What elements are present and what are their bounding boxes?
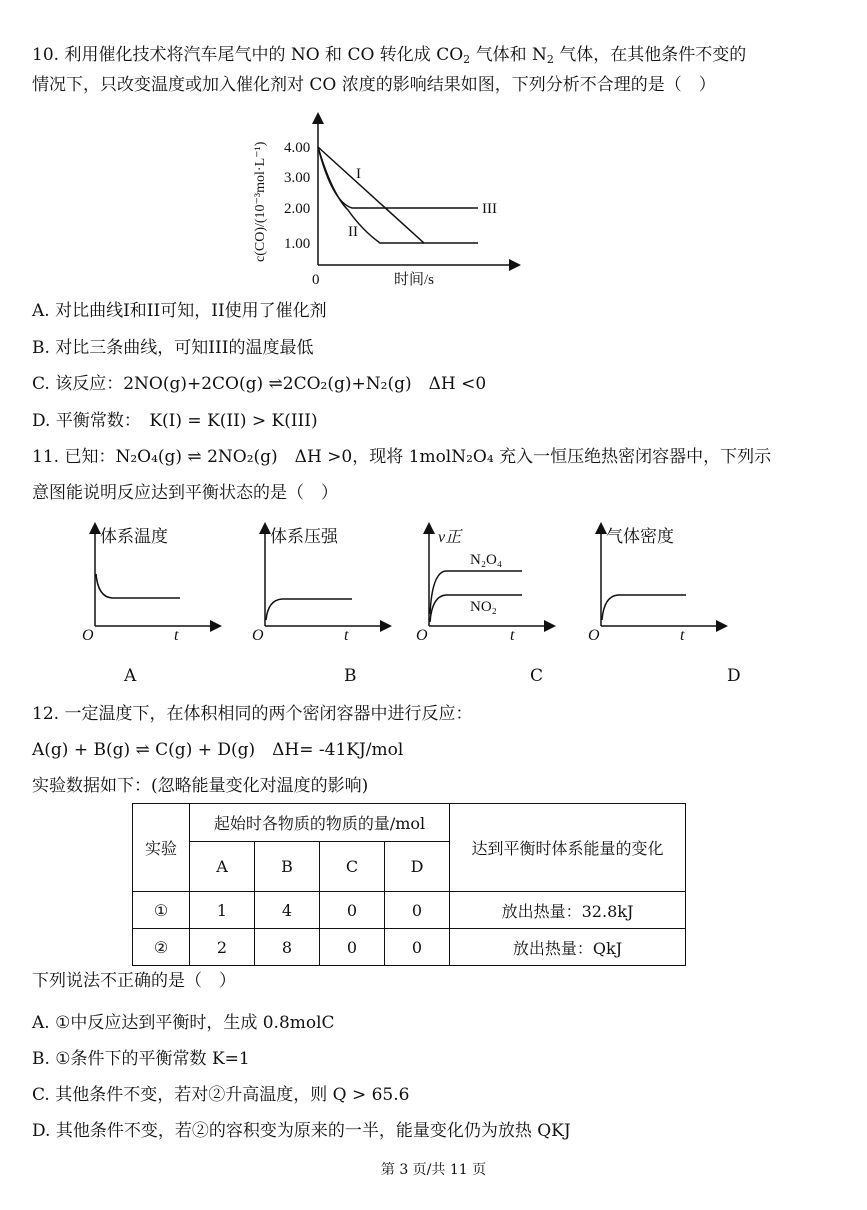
q10-label-I: I: [356, 166, 361, 182]
table-cell: 8: [255, 929, 320, 966]
q11-b-curve: [266, 599, 352, 620]
table-cell: 4: [255, 892, 320, 929]
q11-d-curve: [602, 595, 686, 620]
q11-option-c-letter: C: [530, 666, 544, 686]
q11-a-curve: [96, 574, 180, 598]
q11-c-origin: O: [416, 627, 428, 642]
q11-c-xlabel: t: [510, 627, 515, 642]
q11-option-b-letter: B: [344, 666, 357, 686]
q10-origin: 0: [312, 272, 320, 288]
q10-ytick: 1.00: [284, 236, 311, 252]
table-cell: ②: [133, 929, 190, 966]
table-header-species: B: [255, 842, 320, 892]
table-cell: 1: [190, 892, 255, 929]
table-cell: 放出热量：32.8kJ: [450, 892, 686, 929]
table-cell: 0: [385, 892, 450, 929]
q11-c-series-n2o4: N₂O₄: [470, 552, 503, 568]
q11-b-xlabel: t: [344, 627, 349, 642]
table-header-initial: 起始时各物质的物质的量/mol: [190, 804, 450, 842]
table-row: [133, 892, 686, 929]
q10-y-axis-label: c(CO)/(10⁻³mol·L⁻¹): [253, 141, 268, 262]
q11-d-ylabel: 气体密度: [606, 527, 674, 546]
q12-stem: 12. 一定温度下，在体积相同的两个密闭容器中进行反应：: [32, 704, 473, 724]
q11-option-a-letter: A: [124, 666, 137, 686]
q12-option-a: A. ①中反应达到平衡时，生成 0.8molC: [32, 1013, 335, 1033]
q12-option-c: C. 其他条件不变，若对②升高温度，则 Q > 65.6: [32, 1085, 410, 1105]
q10-option-a: A. 对比曲线I和II可知，II使用了催化剂: [32, 301, 327, 321]
q10-co-concentration-graph: [240, 112, 540, 292]
q10-ytick: 3.00: [284, 170, 311, 186]
table-row: [133, 929, 686, 966]
table-header-species: A: [190, 842, 255, 892]
q11-stem-line2: 意图能说明反应达到平衡状态的是（ ）: [32, 483, 338, 503]
table-cell: ①: [133, 892, 190, 929]
q11-d-xlabel: t: [680, 627, 685, 642]
q11-graph-d: [584, 522, 734, 642]
table-header-experiment: 实验: [133, 804, 190, 892]
q12-question: 下列说法不正确的是（ ）: [32, 971, 236, 991]
table-cell: 0: [385, 929, 450, 966]
q10-option-c: C. 该反应：2NO(g)+2CO(g) ⇌2CO₂(g)+N₂(g) ΔH <0: [32, 374, 487, 394]
q11-b-origin: O: [252, 627, 264, 642]
q11-graph-a: [78, 522, 228, 642]
q10-curve-III: [318, 147, 478, 208]
table-header-energy: 达到平衡时体系能量的变化: [450, 804, 686, 892]
q10-label-III: III: [482, 201, 497, 217]
table-cell: 放出热量：QkJ: [450, 929, 686, 966]
page-footer: 第 3 页/共 11 页: [380, 1162, 487, 1178]
q11-graph-b: [248, 522, 398, 642]
table-cell: 0: [320, 892, 385, 929]
q10-stem-line2: 情况下，只改变温度或加入催化剂对 CO 浓度的影响结果如图，下列分析不合理的是（ ）: [32, 75, 716, 95]
table-cell: 2: [190, 929, 255, 966]
q11-graph-c: [412, 522, 562, 642]
q12-data-intro: 实验数据如下：(忽略能量变化对温度的影响): [32, 776, 369, 796]
q10-label-II: II: [348, 224, 358, 240]
q11-b-ylabel: 体系压强: [270, 527, 338, 546]
q10-curve-I: [318, 147, 478, 243]
table-cell: 0: [320, 929, 385, 966]
q10-option-d: D. 平衡常数： K(I) = K(II) > K(III): [32, 411, 318, 431]
table-header-species: D: [385, 842, 450, 892]
q11-a-xlabel: t: [174, 627, 179, 642]
q11-a-ylabel: 体系温度: [100, 527, 168, 546]
q11-c-ylabel: v正: [438, 529, 462, 546]
q10-ytick: 2.00: [284, 201, 311, 217]
q10-ytick: 4.00: [284, 140, 311, 156]
q10-option-b: B. 对比三条曲线，可知III的温度最低: [32, 338, 314, 358]
q11-d-origin: O: [588, 627, 600, 642]
q10-x-axis-label: 时间/s: [394, 272, 435, 288]
q11-a-origin: O: [82, 627, 94, 642]
q12-data-table: [132, 803, 686, 966]
q12-option-d: D. 其他条件不变，若②的容积变为原来的一半，能量变化仍为放热 QKJ: [32, 1121, 571, 1141]
q11-option-d-letter: D: [727, 666, 741, 686]
table-header-species: C: [320, 842, 385, 892]
q12-option-b: B. ①条件下的平衡常数 K=1: [32, 1049, 250, 1069]
q10-stem-line1: 10. 利用催化技术将汽车尾气中的 NO 和 CO 转化成 $CO_2$ 气体和 $N_2$ 气体，在其他条件不变的: [32, 45, 747, 66]
q11-c-series-no2: NO₂: [470, 599, 497, 615]
q11-stem-line1: 11. 已知：N₂O₄(g) ⇌ 2NO₂(g) ΔH >0，现将 1molN₂O₄ 充入一恒压绝热密闭容器中，下列示: [32, 447, 772, 467]
q12-reaction: A(g) + B(g) ⇌ C(g) + D(g) ΔH= -41KJ/mol: [32, 740, 404, 760]
